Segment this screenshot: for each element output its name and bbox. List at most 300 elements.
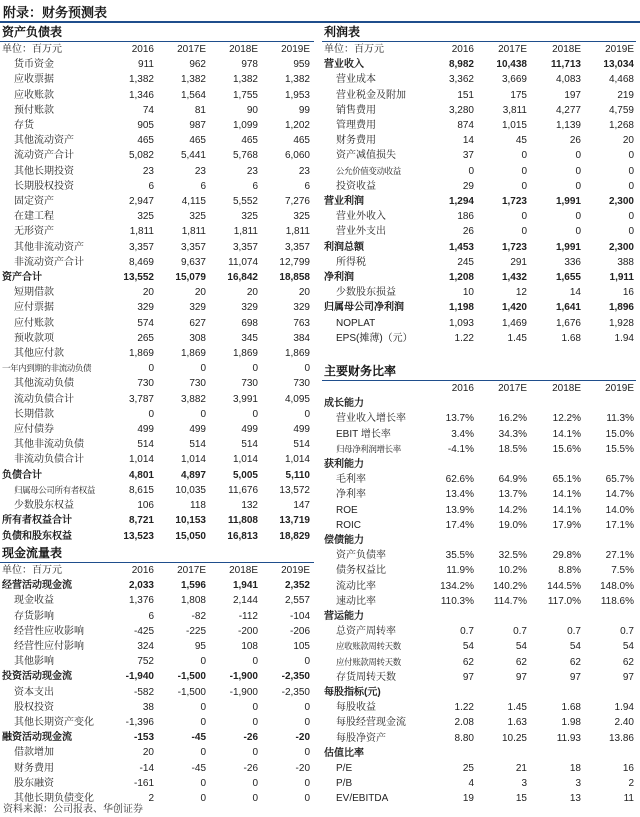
row-label: 长期借款 [14, 408, 54, 420]
table-row [0, 316, 312, 331]
row-label: 股东融资 [14, 777, 54, 789]
row-value: 0 [304, 656, 310, 668]
table-row [322, 300, 636, 315]
row-label: 应付票据 [14, 302, 54, 314]
header-year: 2016 [131, 44, 154, 55]
row-label: 公允价值变动收益 [336, 165, 401, 176]
row-value [583, 457, 636, 472]
row-value: 0 [148, 363, 154, 375]
row-label: 毛利率 [336, 474, 366, 486]
row-label: 资本支出 [14, 686, 54, 698]
table-row [0, 437, 312, 452]
row-label: P/E [336, 763, 353, 775]
row-value: 23 [246, 165, 258, 177]
row-value: 1,432 [501, 272, 527, 284]
row-label: 其他流动负债 [14, 378, 74, 390]
row-label: 所有者权益合计 [2, 515, 72, 527]
row-label: 一年内到期的非流动负债 [2, 363, 92, 374]
table-row [322, 148, 636, 163]
row-value: 13.7% [498, 489, 527, 501]
row-label: 经营性应收影响 [14, 625, 84, 637]
row-value: 0 [304, 363, 310, 375]
table-row [0, 654, 312, 669]
row-value: 3,362 [448, 74, 474, 86]
header-unit [322, 381, 422, 396]
row-value: 17.4% [445, 519, 474, 531]
table-row [0, 529, 312, 544]
row-label: 应收票据 [14, 74, 54, 86]
row-value: 25 [462, 763, 474, 775]
table-header-row [322, 42, 636, 57]
row-value: 1,723 [501, 196, 527, 208]
row-value: 5,552 [232, 196, 258, 208]
row-value: 34.3% [498, 428, 527, 440]
row-label: 总资产周转率 [336, 626, 396, 638]
row-value: 14.1% [552, 489, 581, 501]
table-row [0, 468, 312, 483]
row-value: 3,991 [232, 393, 258, 405]
row-value: 245 [457, 256, 474, 268]
table-row [322, 57, 636, 72]
row-value: 1,869 [180, 348, 206, 360]
row-value: 5,005 [232, 469, 258, 481]
row-value: -20 [295, 732, 310, 744]
row-value: 1,014 [284, 454, 310, 466]
row-value: 905 [137, 120, 154, 132]
row-value: 95 [194, 641, 206, 653]
row-value: -45 [191, 732, 206, 744]
row-value: 0 [252, 777, 258, 789]
row-value: 1,453 [448, 241, 474, 253]
row-label: 债务权益比 [336, 565, 386, 577]
table-row [322, 118, 636, 133]
row-label: 销售费用 [336, 104, 376, 116]
row-value: 0 [200, 363, 206, 375]
row-value: 2 [628, 778, 634, 790]
row-label: 其他长期负债变化 [14, 793, 94, 805]
row-value: 325 [137, 211, 154, 223]
row-label: 利润总额 [324, 241, 364, 253]
row-label: 所得税 [336, 256, 366, 268]
row-value: 1,991 [555, 241, 581, 253]
table-row [0, 392, 312, 407]
row-label: 应收账款 [14, 89, 54, 101]
table-row [0, 72, 312, 87]
row-value: 0 [200, 793, 206, 805]
row-value: 13,572 [279, 484, 310, 496]
row-value: 15.6% [552, 443, 581, 455]
row-value: 962 [189, 59, 206, 71]
row-value: 15,050 [175, 530, 206, 542]
table-row [0, 148, 312, 163]
table-row [322, 655, 636, 670]
table-row [0, 730, 312, 745]
table-row [0, 179, 312, 194]
row-label: 应付账款周转天数 [336, 656, 401, 667]
row-value: 11.9% [446, 565, 474, 577]
row-value: 35.5% [445, 550, 474, 562]
row-value [529, 685, 583, 700]
row-value: 5,082 [128, 150, 154, 162]
row-value: 12 [515, 287, 527, 299]
row-value: 16 [622, 763, 634, 775]
row-value: -582 [133, 686, 154, 698]
row-value: 13 [569, 793, 581, 805]
row-value: 0 [252, 363, 258, 375]
table-row [322, 88, 636, 103]
row-value: 99 [298, 104, 310, 116]
row-value: 8.8% [558, 565, 581, 577]
row-label: 营业外收入 [336, 211, 386, 223]
row-value: -1,900 [229, 686, 258, 698]
balance-sheet-section [0, 23, 314, 544]
row-value: 0 [304, 793, 310, 805]
row-value: 15.5% [605, 443, 634, 455]
row-value: 6,060 [284, 150, 310, 162]
row-value [583, 533, 636, 548]
row-value: 106 [137, 500, 154, 512]
row-value: 1.22 [454, 702, 474, 714]
row-value: 17.9% [552, 519, 581, 531]
row-value: 13,552 [123, 272, 154, 284]
row-label: 借款增加 [14, 747, 54, 759]
row-value: 8,469 [128, 256, 154, 268]
row-value: 1.98 [561, 717, 581, 729]
row-label: 应收账款周转天数 [336, 641, 401, 652]
table-row [0, 300, 312, 315]
row-value: 0 [575, 226, 581, 238]
row-value: 12,799 [279, 256, 310, 268]
row-value: 108 [241, 641, 258, 653]
row-value [422, 457, 476, 472]
row-value: 1,015 [501, 120, 527, 132]
row-value: 4,095 [284, 393, 310, 405]
table-row [322, 285, 636, 300]
row-value: 0 [200, 701, 206, 713]
row-value: 62.6% [445, 474, 474, 486]
row-value: 14.0% [605, 504, 634, 516]
row-value: 38 [142, 701, 154, 713]
row-label: 营业税金及附加 [336, 89, 406, 101]
row-label: 负债和股东权益 [2, 530, 72, 542]
row-value: 1.45 [507, 332, 527, 344]
row-value: 11 [623, 793, 634, 805]
row-label: 资产合计 [2, 272, 42, 284]
header-year: 2017E [177, 44, 206, 55]
row-value: 5,441 [180, 150, 206, 162]
table-row [322, 776, 636, 791]
header-year: 2018E [552, 44, 581, 55]
row-value: 1,382 [284, 74, 310, 86]
row-value: 134.2% [440, 580, 474, 592]
row-value: 0 [200, 747, 206, 759]
row-value: 2.40 [614, 717, 634, 729]
row-value: 308 [189, 332, 206, 344]
row-value [583, 685, 636, 700]
row-label: 存货影响 [14, 610, 54, 622]
row-value: -26 [243, 732, 258, 744]
row-value: 4,897 [180, 469, 206, 481]
row-value: 1,268 [608, 120, 634, 132]
row-value: -1,900 [229, 671, 258, 683]
row-value: 3 [575, 778, 581, 790]
row-label: 固定资产 [14, 196, 54, 208]
table-row [0, 513, 312, 528]
table-row [0, 88, 312, 103]
row-value: 465 [189, 135, 206, 147]
row-value: 329 [137, 302, 154, 314]
row-value: 324 [137, 641, 154, 653]
header-year: 2016 [451, 44, 474, 55]
row-value [476, 457, 529, 472]
row-value: 15 [515, 793, 527, 805]
row-value: 219 [617, 89, 634, 101]
row-value: -225 [185, 625, 206, 637]
row-value: 16,813 [227, 530, 258, 542]
row-value: 14 [462, 135, 474, 147]
table-row [0, 593, 312, 608]
row-value: 1,382 [128, 74, 154, 86]
row-label: 净利率 [336, 489, 366, 501]
row-value: 0 [304, 717, 310, 729]
row-value: 18,829 [279, 530, 310, 542]
row-label: 流动资产合计 [14, 150, 74, 162]
row-value: 0 [304, 747, 310, 759]
row-value: 384 [293, 332, 310, 344]
row-value: -14 [139, 762, 154, 774]
table-row [0, 285, 312, 300]
row-value: -1,396 [125, 717, 154, 729]
row-value [583, 609, 636, 624]
table-row [322, 624, 636, 639]
row-value: 1,641 [555, 302, 581, 314]
ratios-section [322, 362, 636, 807]
row-value: 148.0% [600, 580, 634, 592]
row-value: -425 [133, 625, 154, 637]
table-row [0, 498, 312, 513]
row-label: 投资收益 [336, 180, 376, 192]
row-value: -161 [133, 777, 154, 789]
row-value: 4,759 [608, 104, 634, 116]
row-value: 0 [252, 408, 258, 420]
row-value [422, 533, 476, 548]
row-value: 514 [241, 439, 258, 451]
row-value: 62 [569, 656, 581, 668]
row-value: 1,139 [555, 120, 581, 132]
header-year: 2019E [605, 383, 634, 394]
row-value: -1,500 [177, 686, 206, 698]
row-label: 每股收益 [336, 702, 376, 714]
row-value: 1,808 [180, 595, 206, 607]
row-value: 0.7 [513, 626, 527, 638]
table-row [0, 669, 312, 684]
row-value: 499 [137, 424, 154, 436]
row-value: -153 [133, 732, 154, 744]
row-value: 4 [468, 778, 474, 790]
table-row [322, 396, 636, 411]
row-value: -2,350 [281, 686, 310, 698]
row-value: 16.2% [498, 413, 527, 425]
row-label: 每股指标(元) [324, 687, 381, 699]
row-value: 6 [200, 180, 206, 192]
row-value: 29.8% [552, 550, 581, 562]
row-value: 15,079 [175, 272, 206, 284]
row-value [476, 609, 529, 624]
row-value: -206 [289, 625, 310, 637]
row-value: 197 [564, 89, 581, 101]
row-value: 26 [569, 135, 581, 147]
row-label: 财务费用 [336, 135, 376, 147]
row-value: 175 [510, 89, 527, 101]
table-row [322, 715, 636, 730]
table-row [0, 255, 312, 270]
row-value: 3,787 [128, 393, 154, 405]
row-label: 速动比率 [336, 595, 376, 607]
table-row [322, 331, 636, 346]
income-statement-title: 利润表 [324, 25, 361, 39]
table-header-row [0, 42, 312, 57]
table-row [0, 361, 312, 376]
row-value: 2,300 [608, 241, 634, 253]
row-value: 132 [241, 500, 258, 512]
table-row [0, 118, 312, 133]
row-value: 325 [241, 211, 258, 223]
row-value: 8,615 [128, 484, 154, 496]
row-value: 1,811 [233, 226, 258, 238]
row-value: 97 [569, 671, 581, 683]
row-value: 1,014 [180, 454, 206, 466]
row-value: 1,294 [448, 196, 474, 208]
table-row [322, 194, 636, 209]
row-label: 其他长期投资 [14, 165, 74, 177]
row-value: 0 [575, 180, 581, 192]
row-value: 0.7 [460, 626, 474, 638]
row-value [529, 457, 583, 472]
row-label: 应付债券 [14, 424, 54, 436]
row-value [476, 746, 529, 761]
row-label: 流动比率 [336, 580, 376, 592]
row-value: 114.7% [493, 595, 527, 607]
row-value: 465 [293, 135, 310, 147]
row-label: 净利润 [324, 272, 354, 284]
row-value: 11,808 [227, 515, 258, 527]
row-value: 763 [293, 317, 310, 329]
table-row [0, 133, 312, 148]
table-row [322, 761, 636, 776]
table-row [322, 670, 636, 685]
row-value: 978 [241, 59, 258, 71]
income-statement-table [322, 42, 636, 346]
row-value: 4,801 [128, 469, 154, 481]
row-label: 非流动负债合计 [14, 454, 84, 466]
table-row [322, 503, 636, 518]
row-value: 23 [298, 165, 310, 177]
row-value: 1,723 [501, 241, 527, 253]
row-value: 7,276 [284, 196, 310, 208]
row-value: 19.0% [498, 519, 527, 531]
table-row [322, 731, 636, 746]
row-value: 20 [298, 287, 310, 299]
row-value: 140.2% [493, 580, 527, 592]
row-value: 20 [142, 747, 154, 759]
table-row [322, 579, 636, 594]
row-value: 17.1% [605, 519, 634, 531]
row-value: 8,982 [448, 59, 474, 71]
row-value: 54 [569, 641, 581, 653]
row-value: 23 [142, 165, 154, 177]
row-value: 19 [462, 793, 474, 805]
table-row [0, 700, 312, 715]
table-row [0, 422, 312, 437]
row-value: 1,811 [181, 226, 206, 238]
cashflow-section [0, 544, 314, 806]
row-label: 非流动资产合计 [14, 256, 84, 268]
row-value: 18.5% [498, 443, 527, 455]
row-value: 10.25 [501, 732, 527, 744]
row-value: 62 [462, 656, 474, 668]
row-value: 13,523 [123, 530, 154, 542]
table-row [0, 224, 312, 239]
row-value: 1,991 [555, 196, 581, 208]
row-label: 其他应付款 [14, 348, 64, 360]
row-label: 资产负债率 [336, 550, 386, 562]
row-value: 21 [515, 763, 527, 775]
row-value: 6 [252, 180, 258, 192]
table-row [0, 346, 312, 361]
row-value: 118.6% [600, 595, 634, 607]
row-label: 每股净资产 [336, 732, 386, 744]
row-value: 26 [462, 226, 474, 238]
table-row [0, 685, 312, 700]
row-value: 730 [189, 378, 206, 390]
row-label: 投资活动现金流 [2, 671, 72, 683]
row-value: 11.3% [606, 413, 634, 425]
row-value: 0 [252, 701, 258, 713]
row-label: EV/EBITDA [336, 793, 389, 805]
row-value: 13,719 [279, 515, 310, 527]
row-value: -20 [295, 762, 310, 774]
row-value: -1,940 [125, 671, 154, 683]
row-value: 11,676 [228, 484, 258, 496]
row-value: 3.4% [451, 428, 474, 440]
table-row [322, 103, 636, 118]
row-value: 0 [252, 747, 258, 759]
row-value: 14 [569, 287, 581, 299]
row-value: 3,357 [232, 241, 258, 253]
row-value: 186 [457, 211, 474, 223]
row-label: 归属母公司净利润 [324, 302, 404, 314]
row-value: 329 [293, 302, 310, 314]
row-value: 10,438 [496, 59, 527, 71]
row-label: EBIT 增长率 [336, 428, 391, 440]
row-value: 74 [142, 104, 154, 116]
header-unit: 单位：百万元 [2, 44, 62, 55]
table-row [322, 133, 636, 148]
row-value: 959 [293, 59, 310, 71]
table-row [322, 240, 636, 255]
table-row [0, 578, 312, 593]
row-value: 117.0% [547, 595, 581, 607]
row-label: 长期股权投资 [14, 180, 74, 192]
row-label: 预收款项 [14, 332, 54, 344]
row-value: 13,034 [603, 59, 634, 71]
row-value: 0 [200, 656, 206, 668]
row-value: 329 [189, 302, 206, 314]
table-row [322, 442, 636, 457]
row-value: 97 [462, 671, 474, 683]
row-value: 698 [241, 317, 258, 329]
row-value [476, 685, 529, 700]
